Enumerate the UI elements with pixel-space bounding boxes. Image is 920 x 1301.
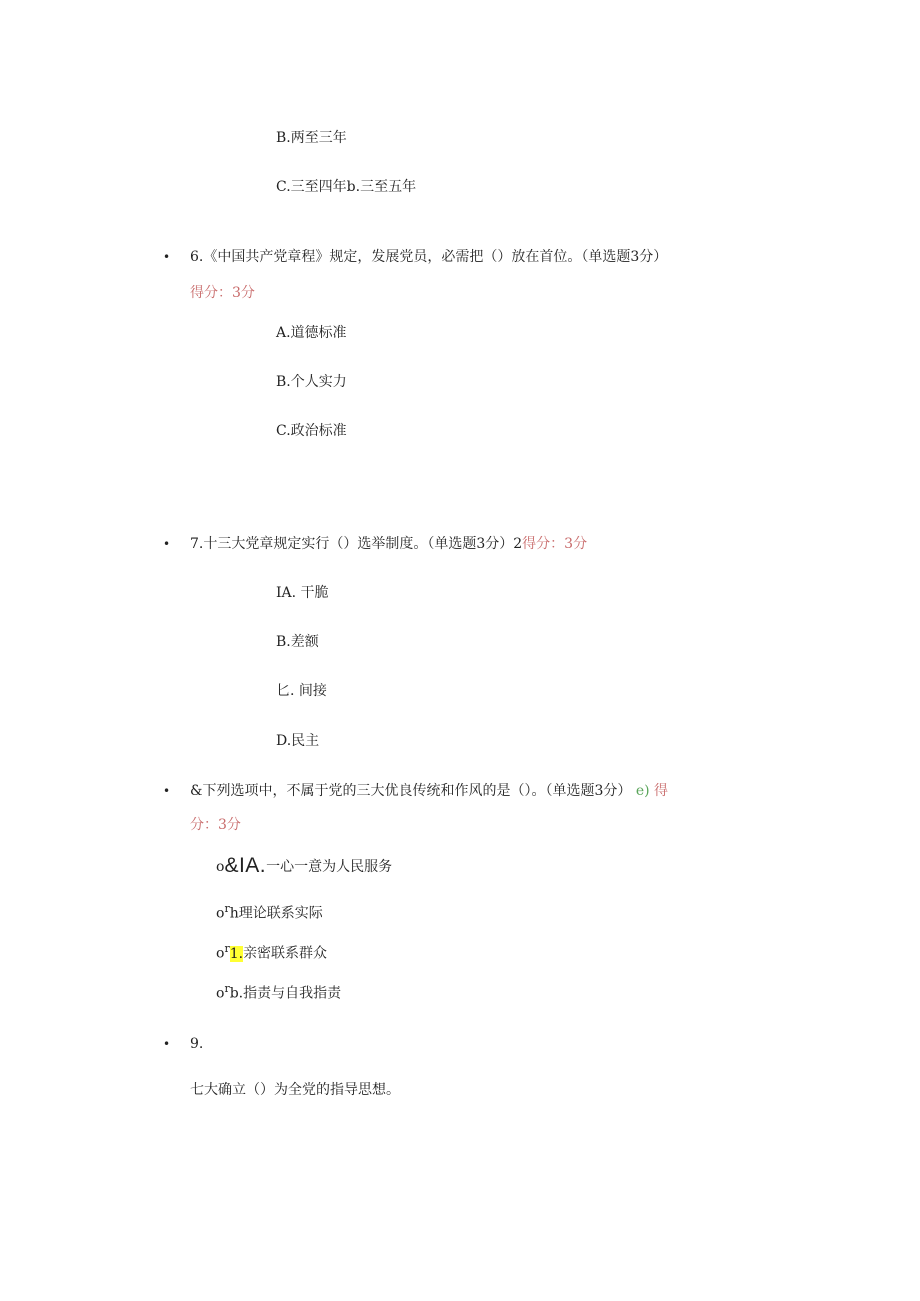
q8-score: 分：3分 xyxy=(190,817,241,833)
q7-option-d: D.民主 xyxy=(276,733,320,749)
q8-option-1-label: &IA. xyxy=(224,854,267,877)
q8-option-1[interactable] xyxy=(216,856,392,877)
q8-bullet: • xyxy=(163,784,171,798)
q8-option-2-radio[interactable]: o xyxy=(216,905,225,922)
q8-option-3[interactable] xyxy=(216,939,327,964)
q8-option-3-highlight: 1. xyxy=(229,945,244,962)
q9-bullet: • xyxy=(163,1037,171,1051)
q8-option-4[interactable] xyxy=(216,979,341,1004)
q6-option-c: C.政治标准 xyxy=(276,423,347,439)
q6-question: 6.《中国共产党章程》规定，发展党员，必需把（）放在首位。（单选题3分） xyxy=(190,249,668,265)
q8-option-3-mark: r xyxy=(224,942,230,955)
q8-option-1-text: 一心一意为人民服务 xyxy=(266,859,393,875)
q8-option-2-text: h理论联系实际 xyxy=(229,905,323,922)
q8-option-1-radio[interactable]: o xyxy=(216,859,225,875)
q8-option-2-mark: r xyxy=(224,902,230,915)
q6-bullet: • xyxy=(163,250,171,264)
q6-option-b: B.个人实力 xyxy=(276,374,347,390)
q9-question: 七大确立（）为全党的指导思想。 xyxy=(190,1082,400,1098)
q5-option-c: C.三至四年b.三至五年 xyxy=(276,179,417,195)
q8-option-2[interactable] xyxy=(216,899,323,924)
q8-line xyxy=(190,781,668,801)
q8-option-4-text: b.指责与自我指责 xyxy=(229,985,342,1002)
q7-option-c: 匕. 间接 xyxy=(276,683,327,699)
q8-score-a: 得 xyxy=(654,783,669,799)
q7-option-b: B.差额 xyxy=(276,634,319,650)
q8-option-3-text: 亲密联系群众 xyxy=(243,945,328,962)
q6-score: 得分：3分 xyxy=(190,285,255,301)
q8-mark: e) xyxy=(635,783,650,799)
q7-question: 7.十三大党章规定实行（）选举制度。（单选题3分）2 xyxy=(190,536,523,552)
q8-option-4-radio[interactable]: o xyxy=(216,985,225,1002)
q7-score: 得分：3分 xyxy=(522,536,588,552)
q8-question: &下列选项中，不属于党的三大优良传统和作风的是（）。（单选题3分） xyxy=(190,783,632,799)
q7-bullet: • xyxy=(163,537,171,551)
q7-line xyxy=(190,534,587,554)
q8-option-3-radio[interactable]: o xyxy=(216,945,225,962)
q5-option-b: B.两至三年 xyxy=(276,130,347,146)
q9-number: 9. xyxy=(190,1036,204,1052)
q7-option-a: IA. 干脆 xyxy=(276,585,329,601)
q8-option-4-mark: r xyxy=(224,982,230,995)
q6-option-a: A.道德标准 xyxy=(276,325,347,341)
